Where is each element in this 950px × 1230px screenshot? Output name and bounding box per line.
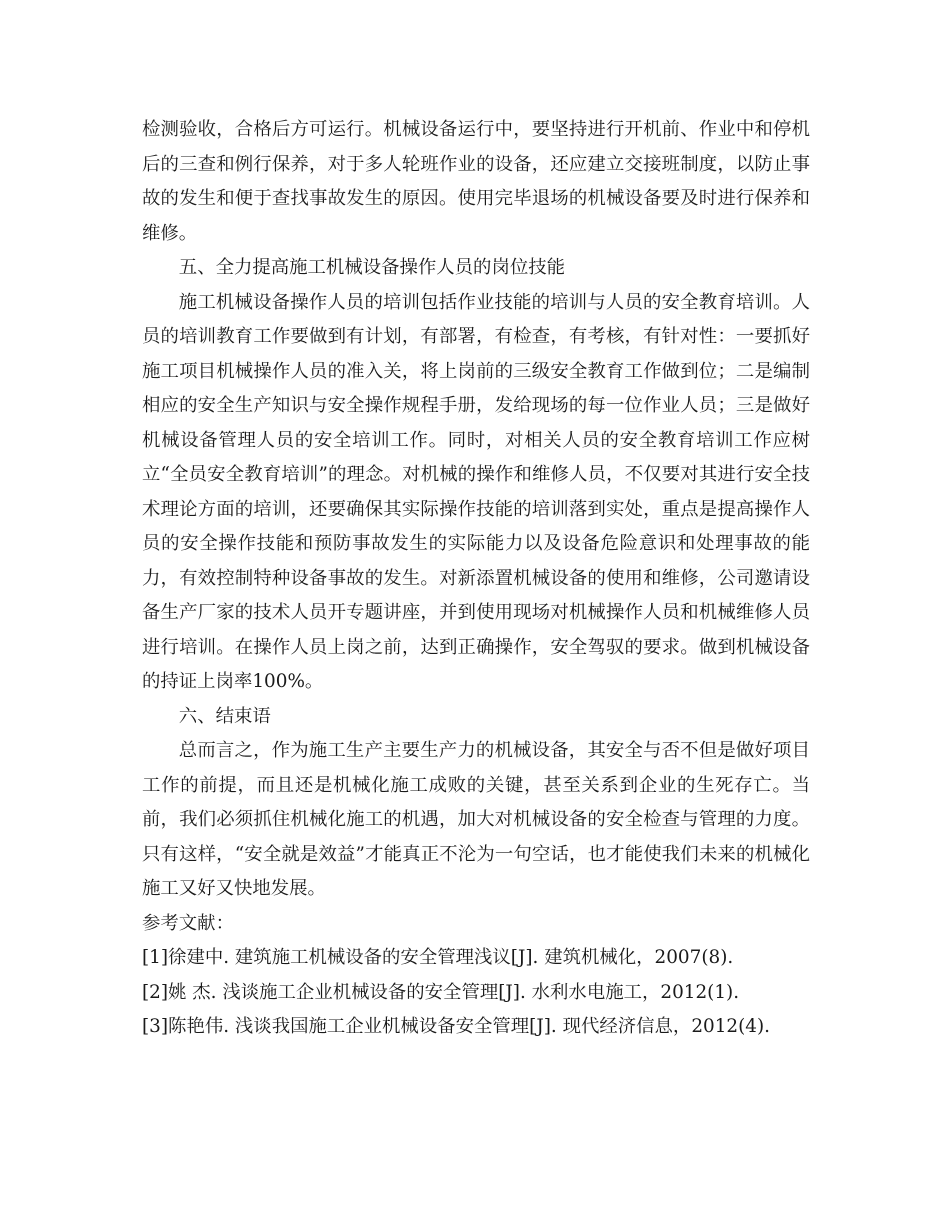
reference-item-3: [3]陈艳伟. 浅谈我国施工企业机械设备安全管理[J]. 现代经济信息，2012(4). [142,1016,771,1037]
reference-item-1: [1]徐建中. 建筑施工机械设备的安全管理浅议[J]. 建筑机械化，2007(8). [142,947,734,968]
reference-item-2: [2]姚 杰. 浅谈施工企业机械设备的安全管理[J]. 水利水电施工，2012(1). [142,981,740,1003]
references-title: 参考文献： [142,912,234,934]
references-list [142,941,810,1045]
section-heading-6: 六、结束语 [178,705,271,727]
body-paragraph-conclusion: 总而言之，作为施工生产主要生产力的机械设备，其安全与否不但是做好项目工作的前提，而且还是机械化施工成败的关键，甚至关系到企业的生死存亡。当前，我们必须抓住机械化施工的机遇，加大对机械设备的安全检查与管理的力度。只有这样，“安全就是效益”才能真正不沦为一句空话，也才能使我们未来的机械化施工又好又快地发展。 [142,740,810,899]
section-heading-5: 五、全力提高施工机械设备操作人员的岗位技能 [178,257,566,278]
body-paragraph-continued: 检测验收，合格后方可运行。机械设备运行中，要坚持进行开机前、作业中和停机后的三查和例行保养，对于多人轮班作业的设备，还应建立交接班制度，以防止事故的发生和便于查找事故发生的原因。使用完毕退场的机械设备要及时进行保养和维修。 [142,119,810,244]
body-paragraph-training: 施工机械设备操作人员的培训包括作业技能的培训与人员的安全教育培训。人员的培训教育工作要做到有计划，有部署，有检查，有考核，有针对性：一要抓好施工项目机械操作人员的准入关，将上岗前的三级安全教育工作做到位；二是编制相应的安全生产知识与安全操作规程手册，发给现场的每一位作业人员；三是做好机械设备管理人员的安全培训工作。同时，对相关人员的安全教育培训工作应树立“全员安全教育培训”的理念。对机械的操作和维修人员，不仅要对其进行安全技术理论方面的培训，还要确保其实际操作技能的培训落到实处，重点是提高操作人员的安全操作技能和预防事故发生的实际能力以及设备危险意识和处理事故的能力，有效控制特种设备事故的发生。对新添置机械设备的使用和维修，公司邀请设备生产厂家的技术人员开专题讲座，并到使用现场对机械操作人员和机械维修人员进行培训。在操作人员上岗之前，达到正确操作，安全驾驭的要求。做到机械设备的持证上岗率100%。 [142,291,810,692]
document-page [142,113,810,1045]
